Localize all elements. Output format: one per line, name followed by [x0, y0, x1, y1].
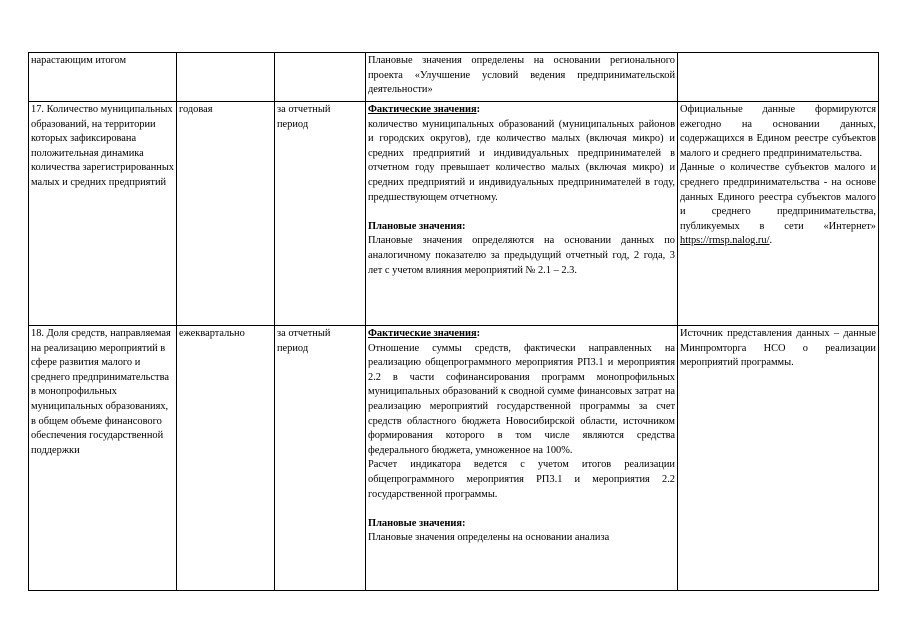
plan-text: Плановые значения определены на основании регионального проекта «Улучшение условий ведения предпринимательской деятельности»: [368, 55, 675, 96]
source-cell: [678, 326, 879, 591]
indicator-cell: [29, 53, 177, 102]
frequency-cell: [177, 53, 275, 102]
table-row: [29, 326, 879, 591]
method-cell: [366, 53, 678, 102]
table-row: [29, 102, 879, 326]
rmsp-link[interactable]: https://rmsp.nalog.ru/: [680, 235, 770, 247]
source-text-2: Данные о количестве субъектов малого и среднего предпринимательства - на основе данных Единого реестра субъектов малого и среднего предпринимательства, публикуемых в сети «Интернет» https://rmsp.nalog.ru/.: [680, 162, 876, 247]
method-cell: [366, 102, 678, 326]
frequency-cell: [177, 326, 275, 591]
fact-text: количество муниципальных образований (муниципальных районов и городских округов), где количество малых (включая микро) и средних предприятий и индивидуальных предпринимателей в отчетном году превышает количество малых (включая микро) и средних предприятий и индивидуальных предпринимателей в году, предшествующем отчетному.: [368, 118, 675, 203]
indicator-cell: [29, 326, 177, 591]
source-text: Источник представления данных – данные Минпромторга НСО о реализации мероприятий программы.: [680, 328, 876, 369]
indicator-text: 18. Доля средств, направляемая на реализацию мероприятий в сфере развития малого и среднего предпринимательства в монопрофильных муниципальных образованиях, в общем объеме финансового обеспечения государственной поддержки: [31, 328, 171, 456]
period-cell: [275, 326, 366, 591]
period-cell: [275, 102, 366, 326]
method-cell: [366, 326, 678, 591]
indicator-cell: [29, 102, 177, 326]
indicators-table: [28, 52, 879, 591]
frequency-cell: [177, 102, 275, 326]
plan-heading: Плановые значения:: [368, 517, 466, 529]
fact-heading: Фактические значения:: [368, 328, 481, 339]
source-cell: [678, 53, 879, 102]
indicator-text: 17. Количество муниципальных образований, на территории которых зафиксирована положительная динамика количества зарегистрированных малых и средних предприятий: [31, 104, 175, 188]
frequency-text: годовая: [179, 104, 213, 115]
frequency-text: ежеквартально: [179, 328, 245, 339]
plan-text: Плановые значения определены на основании анализа: [368, 532, 610, 544]
table-row: [29, 53, 879, 102]
indicator-text: нарастающим итогом: [31, 55, 127, 66]
fact-heading: Фактические значения:: [368, 104, 481, 115]
source-text: Официальные данные формируются ежегодно на основании данных, содержащихся в Едином реестре субъектов малого и среднего предпринимательства.: [680, 104, 876, 159]
source-cell: [678, 102, 879, 326]
fact-text-2: Расчет индикатора ведется с учетом итогов реализации общепрограммного мероприятия РП3.1 и мероприятия 2.2 государственной программы.: [368, 459, 675, 500]
plan-heading: Плановые значения:: [368, 220, 466, 232]
plan-text: Плановые значения определяются на основании данных по аналогичному показателю за предыдущий отчетный год, 2 года, 3 лет с учетом влияния мероприятий № 2.1 – 2.3.: [368, 235, 675, 276]
fact-text: Отношение суммы средств, фактически направленных на реализацию общепрограммного мероприятия РП3.1 и мероприятия 2.2 в части софинансирования программ монопрофильных муниципальных образований к сводной сумме финансовых затрат на реализацию мероприятий государственной программы за счет средств областного бюджета Новосибирской области, источником формирования которого в том числе являются средства федерального бюджета, умноженное на 100%.: [368, 342, 675, 456]
period-text: за отчетный период: [277, 328, 331, 354]
period-text: за отчетный период: [277, 104, 331, 130]
period-cell: [275, 53, 366, 102]
